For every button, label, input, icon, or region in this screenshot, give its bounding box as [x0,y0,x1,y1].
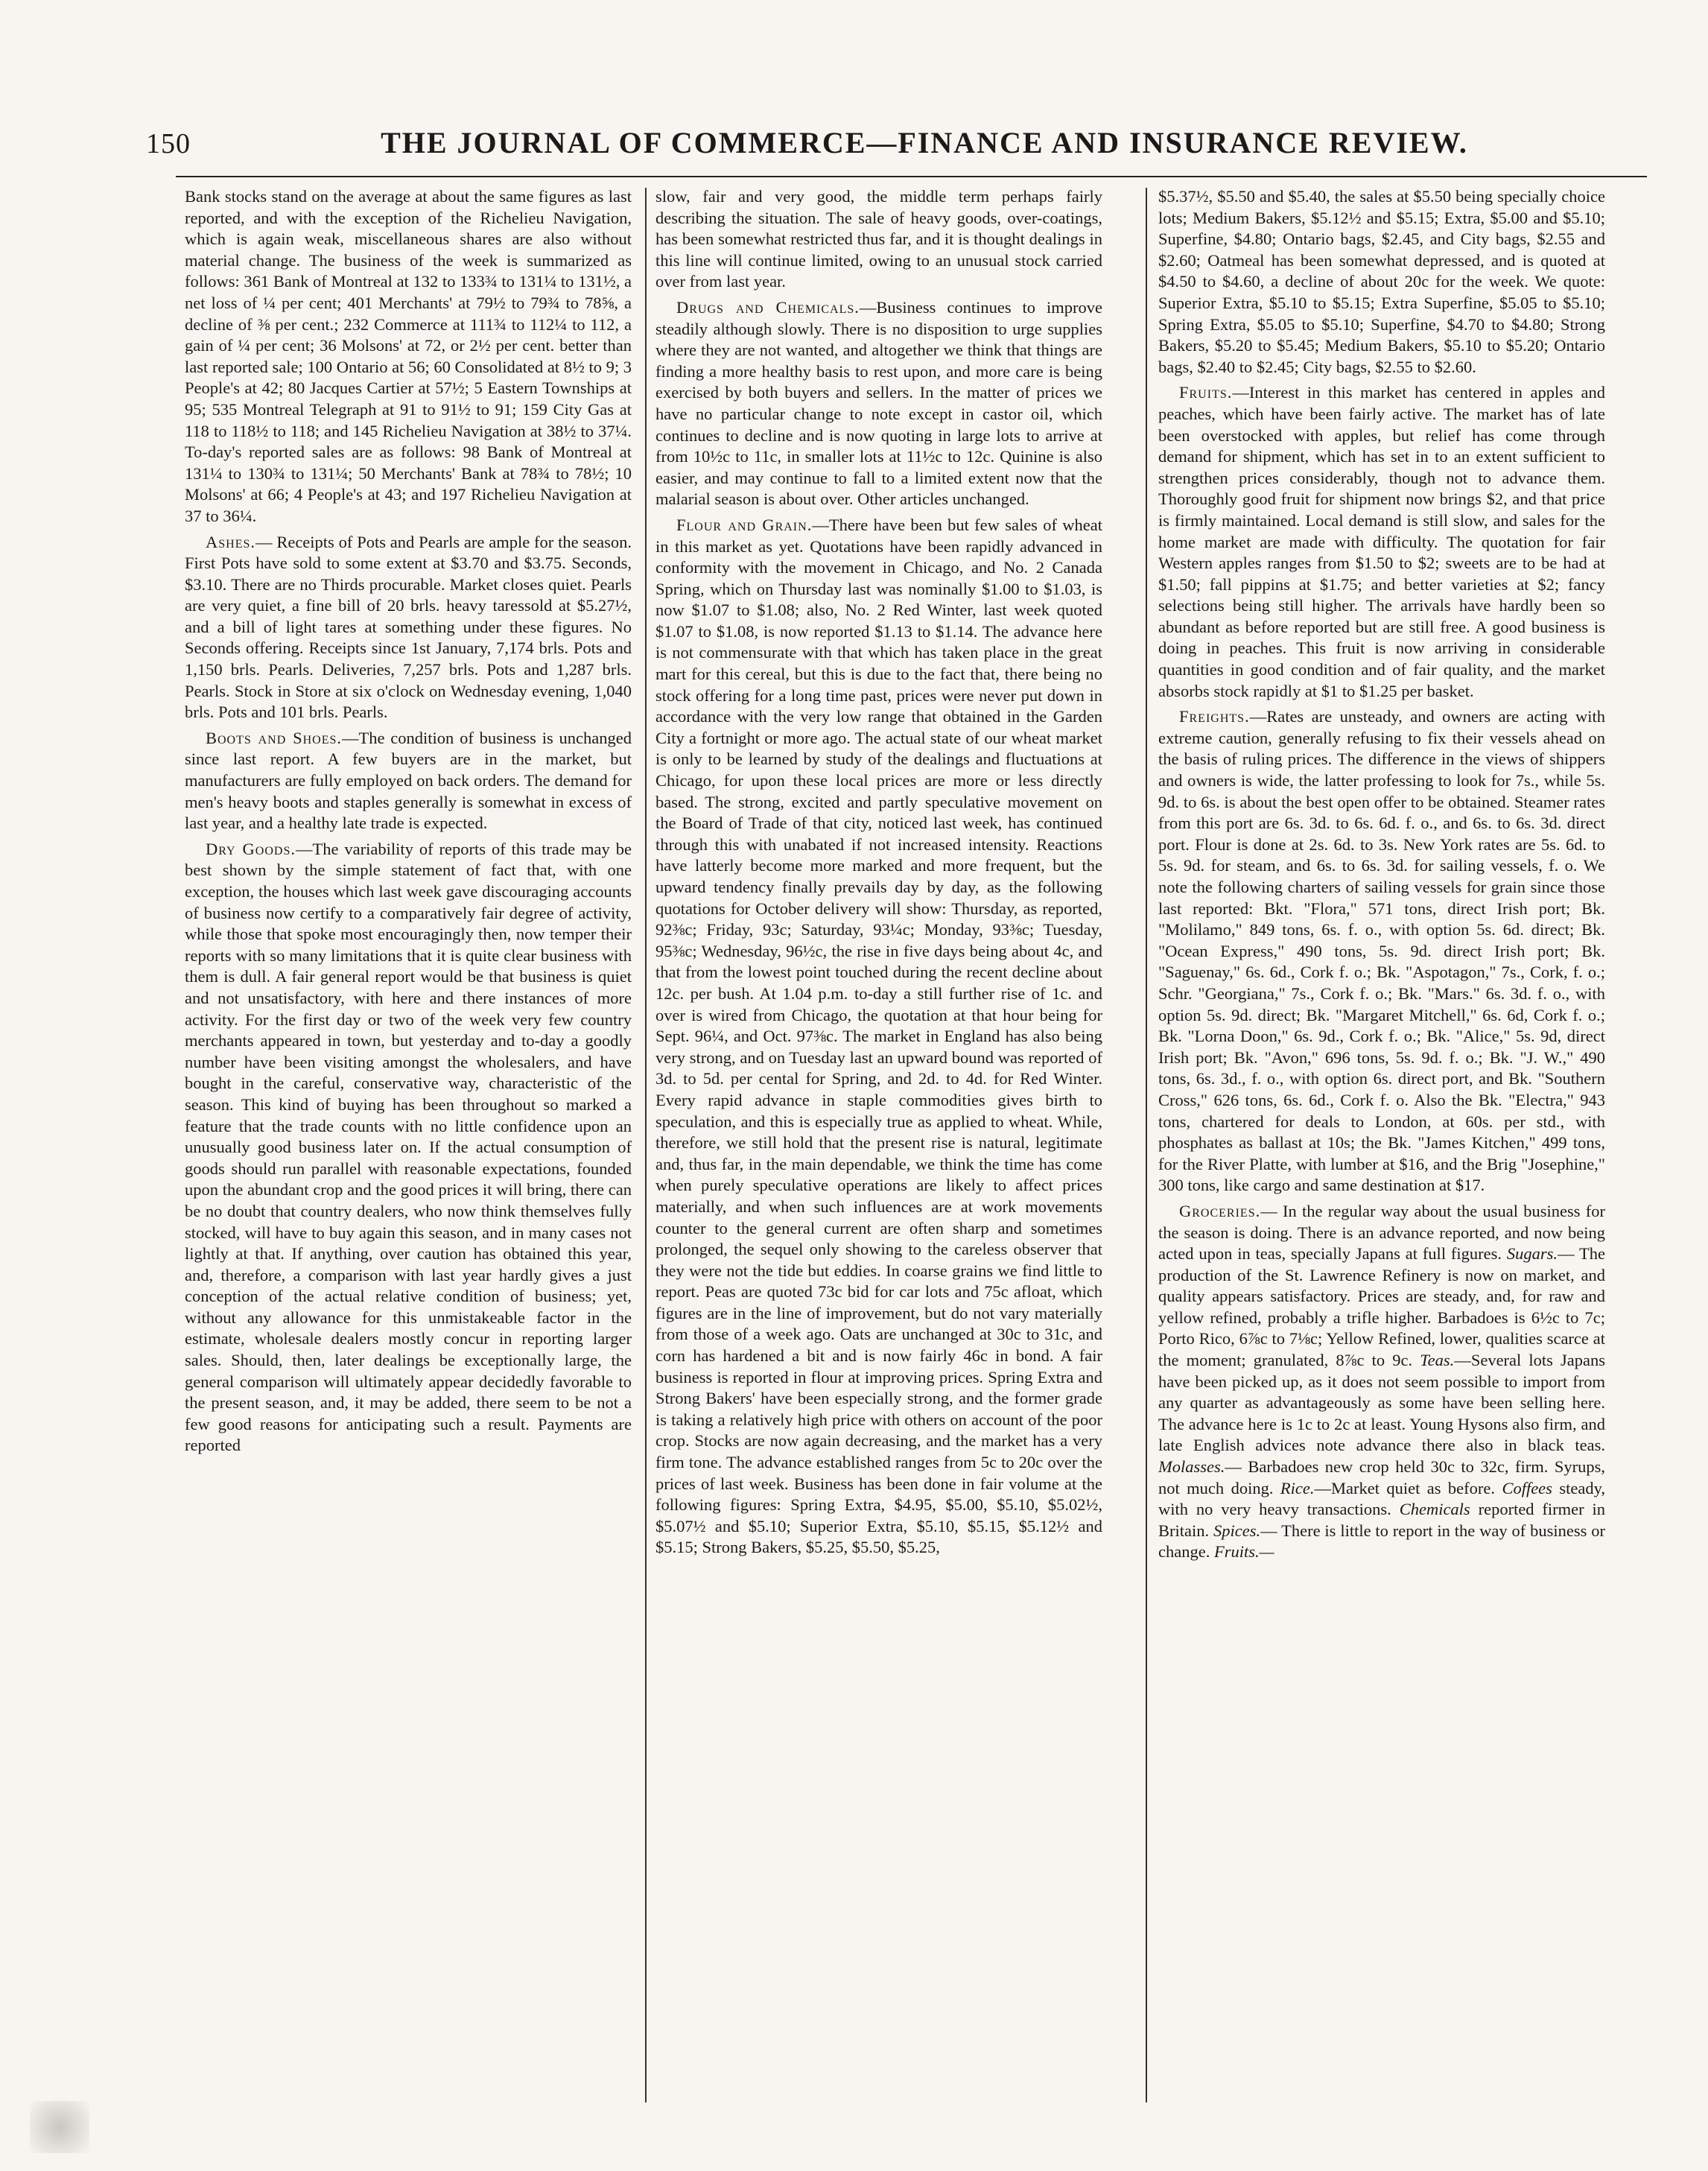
subheading: Coffees [1502,1478,1552,1497]
section-heading: Fruits. [1179,383,1233,402]
page-number: 150 [146,128,191,159]
teas-text: —Several lots Japans have been picked up, as it does not seem possible to import from any quarter as advantageously as some have been selling here. The advance here is 1c to 2c at least. Young Hysons also firm, and late English advices note advance there also in black teas. [1158,1351,1605,1455]
boots-text: —The condition of business is unchanged since last report. A few buyers are in the market, but manufacturers are fully employed on back orders. The demand for men's heavy boots and staples generally is somewhat in excess of last year, and a healthy late trade is expected. [185,728,632,833]
section-heading: Boots and Shoes. [206,728,342,747]
freights-text: —Rates are unsteady, and owners are acting with extreme caution, generally refusing to fix their vessels ahead on the basis of ruling prices. The difference in the views of shippers and owners is wide, the latter professing to look for 7s., while 5s. 9d. to 6s. is about the best open offer to be obtained. Steamer rates from this port are 6s. 3d. to 6s. 6d. f. o., and 6s. to 6s. 3d. direct port. Flour is done at 2s. 6d. to 3s. New York rates are 5s. 6d. to 5s. 9d. for steam, and 6s. to 6s. 3d. for sailing vessels, f. o. We note the following charters of sailing vessels for grain since those last reported: Bkt. "Flora," 571 tons, direct Irish port; Bk. "Molilamo," 849 tons, 6s. f. o., with option 5s. 6d. direct; Bk. "Ocean Express," 490 tons, 5s. 9d. direct Irish port; Bk. "Saguenay," 6s. 6d., Cork f. o.; Bk. "Aspotagon," 7s., Cork, f. o.; Schr. "Georgiana," 7s., Cork f. o.; Bk. "Mars." 6s. 3d. f. o., with option 5s. 9d. direct; Bk. "Margaret Mitchell," 6s. 6d, Cork f. o.; Bk. "Lorna Doon," 6s. 9d., Cork f. o.; Bk. "Alice," 5s. 9d, direct Irish port; Bk. "Avon," 696 tons, 5s. 9d. f. o.; Bk. "J. W.," 490 tons, 6s. 3d., f. o., with option 6s. direct port, and Bk. "Southern Cross," 626 tons, 6s. 6d., Cork f. o. Also the Bk. "Electra," 943 tons, chartered for deals to London, at 60s. per std., with phosphates as ballast at 10s; the Bk. "James Kitchen," 499 tons, for the River Platte, with lumber at $16, and the Brig "Josephine," 300 tons, like cargo and same destination at $17. [1158,707,1605,1195]
bank-stocks-paragraph: Bank stocks stand on the average at about the same figures as last reported, and with the exception of the Richelieu Navigation, which is again weak, miscellaneous shares are also without material change. The business of the week is summarized as follows: 361 Bank of Montreal at 132 to 133¾ to 131¼ to 131½, a net loss of ¼ per cent; 401 Merchants' at 79½ to 79¾ to 78⅝, a decline of ⅜ per cent.; 232 Commerce at 111¾ to 112¼ to 112, a gain of ¼ per cent; 36 Molsons' at 72, or 2½ per cent. better than last reported sale; 100 Ontario at 56; 60 Consolidated at 8½ to 9; 3 People's at 42; 80 Jacques Cartier at 57½; 5 Eastern Townships at 95; 535 Montreal Telegraph at 91 to 91½ to 91; 159 City Gas at 118 to 118½ to 118; and 145 Richelieu Navigation at 38½ to 37¼. To-day's reported sales are as follows: 98 Bank of Montreal at 131¼ to 130¾ to 131¼; 50 Merchants' Bank at 78¾ to 78½; 10 Molsons' at 66; 4 People's at 43; and 197 Richelieu Navigation at 37 to 36¼. [185,187,632,525]
ink-smudge [30,2101,89,2153]
column-3 [1158,186,1605,2123]
column-divider [645,188,647,2102]
section-heading: Drugs and Chemicals. [676,297,860,317]
groceries-paragraph [1158,1201,1605,1563]
ashes-paragraph [185,532,632,723]
subheading: Chemicals [1399,1500,1470,1519]
ashes-text: — Receipts of Pots and Pearls are ample for the season. First Pots have sold to some extent at $3.70 and $3.75. Seconds, $3.10. There are no Thirds procurable. Market closes quiet. Pearls are very quiet, a fine bill of 20 brls. heavy taressold at $5.27½, and a bill of light tares at something under these figures. No Seconds offering. Receipts since 1st January, 7,174 brls. Pots and 1,150 brls. Pearls. Deliveries, 7,257 brls. Pots and 1,287 brls. Pearls. Stock in Store at six o'clock on Wednesday evening, 1,040 brls. Pots and 101 brls. Pearls. [185,532,632,722]
subheading: Fruits.— [1213,1542,1274,1562]
subheading: Sugars. [1506,1244,1558,1264]
coffees-text: steady, with no very heavy transactions. [1158,1478,1605,1519]
flour-grain-paragraph [655,515,1102,1559]
section-heading: Flour and Grain. [676,515,813,534]
column-1 [185,186,632,2123]
flour-continued: $5.37½, $5.50 and $5.40, the sales at $5.50 being specially choice lots; Medium Bakers, $5.12½ and $5.15; Extra, $5.00 and $5.10; Superfine, $4.80; Ontario bags, $2.45, and City bags, $2.55 and $2.60; Oatmeal has been somewhat depressed, and is quoted at $4.50 to $4.60, a decline of about 20c for the week. We quote: Superior Extra, $5.10 to $5.15; Extra Superfine, $5.05 to $5.10; Spring Extra, $5.05 to $5.10; Superfine, $4.70 to $4.80; Strong Bakers, $5.20 to $5.45; Medium Bakers, $5.10 to $5.20; Ontario bags, $2.40 to $2.45; City bags, $2.55 to $2.60. [1158,187,1605,376]
subheading: Rice. [1280,1478,1315,1497]
freights-paragraph [1158,706,1605,1197]
drugs-paragraph [655,297,1102,510]
boots-paragraph [185,728,632,834]
fruits-paragraph [1158,382,1605,702]
fruits-text: —Interest in this market has centered in apples and peaches, which have been fairly active. The market has of late been overstocked with apples, but relief has come through demand for shipment, which has set in to an extent sufficient to strengthen prices considerably, though not to advance them. Thoroughly good fruit for shipment now brings $2, and that price is firmly maintained. Local demand is still slow, and sales for the home market are made with difficulty. The quotation for fair Western apples ranges from $1.50 to $2; sweets are to be had at $1.50; fall pippins at $1.75; and better varieties at $2; fancy selections being still higher. The arrivals have hardly been so abundant as before reported but are still free. A good business is doing in peaches. This fruit is now arriving in considerable quantities in good condition and of fair quality, and the market absorbs stock rapidly at $1 to $1.25 per basket. [1158,383,1605,700]
column-2 [655,186,1102,2123]
sugars-text: — The production of the St. Lawrence Refinery is now on market, and quality appears satisfactory. Prices are steady, and, for raw and yellow refined, probably a trifle higher. Barbadoes is 6½c to 7c; Porto Rico, 6⅞c to 7⅛c; Yellow Refined, lower, qualities scarce at the moment; granulated, 8⅞c to 9c. [1158,1244,1605,1370]
rice-text: —Market quiet as before. [1314,1478,1496,1497]
molasses-text: — Barbadoes new crop held 30c to 32c, firm. Syrups, not much doing. [1158,1457,1605,1497]
subheading: Molasses. [1158,1457,1225,1477]
header-rule [176,176,1647,177]
section-heading: Groceries. [1179,1201,1261,1220]
chemicals-text: reported firmer in Britain. [1158,1500,1605,1540]
groceries-text: — In the regular way about the usual business for the season is doing. There is an advance reported, and now being acted upon in teas, specially Japans at full figures. [1158,1201,1605,1264]
dry-goods-paragraph [185,839,632,1457]
subheading: Spices. [1213,1521,1261,1540]
flour-grain-text: —There have been but few sales of wheat in this market as yet. Quotations have been rapidly advanced in conformity with the movement in Chicago, and No. 2 Canada Spring, which on Thursday last was nominally $1.00 to $1.03, is now $1.07 to $1.08; also, No. 2 Red Winter, last week quoted $1.07 to $1.08, is now reported $1.13 to $1.14. The advance here is not commensurate with that which has taken place in the great mart for this cereal, but this is due to the fact that, there being no stock offering for a long time past, prices were never put down in accordance with the very low range that obtained in the Garden City a fortnight or more ago. The actual state of our wheat market is only to be learned by study of the dealings and fluctuations at Chicago, for upon these local prices are more or less directly based. The strong, excited and partly speculative movement on the Board of Trade of that city, noticed last week, has continued through this with unabated if not increased intensity. Reactions have latterly become more marked and more frequent, but the upward tendency finally prevails day by day, as the following quotations for October delivery will show: Thursday, as reported, 92⅜c; Friday, 93c; Saturday, 93¼c; Monday, 93⅜c; Tuesday, 95⅜c; Wednesday, 96½c, the rise in five days being about 4c, and that from the lowest point touched during the recent decline about 12c. per bush. At 1.04 p.m. to-day a still further rise of 1c. and over is wired from Chicago, the quotation at that hour being for Sept. 96¼, and Oct. 97⅜c. The market in England has also being very strong, and on Tuesday last an upward bound was reported of 3d. to 5d. per cental for Spring, and 2d. to 4d. for Red Winter. Every rapid advance in staple commodities gives birth to speculation, and this is especially true as applied to wheat. While, therefore, we still hold that the present rise is natural, legitimate and, thus far, in the main dependable, we think the time has come when purely speculative operations are likely to affect prices materially, and when such influences are at work movements counter to the general current are often sharp and sometimes prolonged, the sequel only showing to the careless observer that they were not the tide but eddies. In coarse grains we find little to report. Peas are quoted 73c bid for car lots and 75c afloat, which figures are in the line of improvement, but do not vary materially from those of a week ago. Oats are unchanged at 30c to 31c, and corn has hardened a bit and is now fairly 46c in bond. A fair business is reported in flour at improving prices. Spring Extra and Strong Bakers' have been especially strong, and the former grade is taking a relatively high price with others on account of the poor crop. Stocks are now again decreasing, and the market has a very firm tone. The advance established ranges from 5c to 20c over the prices of last week. Business has been done in fair volume at the following figures: Spring Extra, $4.95, $5.00, $5.10, $5.02½, $5.07½ and $5.10; Superior Extra, $5.10, $5.15, $5.12½ and $5.15; Strong Bakers, $5.25, $5.50, $5.25, [655,515,1102,1557]
dry-goods-text: —The variability of reports of this trade may be best shown by the simple statement of fact that, with one exception, the houses which last week gave discouraging accounts of business now certify to a comparatively fair degree of activity, while those that spoke most encouragingly then, now temper their reports with so many limitations that it is quite clear business with them is dull. A fair general report would be that business is quiet and not unsatisfactory, with here and there instances of more activity. For the first day or two of the week very few country merchants appeared in town, but yesterday and to-day a goodly number have been visiting amongst the wholesalers, and have bought in the careful, conservative way, characteristic of the season. This kind of buying has been throughout so marked a feature that the trade counts with no little confidence upon an unusually good business later on. If the actual consumption of goods should run parallel with reasonable expectations, founded upon the abundant crop and the good prices it will bring, there can be no doubt that country dealers, who now think themselves fully stocked, will have to buy again this season, and in many cases not lightly at that. If anything, over caution has obtained this year, and, therefore, a comparison with last year hardly gives a just conception of the actual relative condition of business; yet, without any allowance for this unmistakeable factor in the estimate, wholesale dealers mostly concur in reporting larger sales. Should, then, later dealings be exceptionally large, the general comparison will ultimately appear decidedly favorable to the present season, and, it may be added, there seem to be not a few good reasons for anticipating such a result. Payments are reported [185,839,632,1455]
column-divider [1146,188,1147,2102]
section-heading: Dry Goods. [206,839,296,858]
subheading: Teas. [1420,1351,1455,1370]
page-header [146,125,1621,170]
running-title: THE JOURNAL OF COMMERCE—FINANCE AND INSURANCE REVIEW. [381,126,1468,159]
dry-goods-continued: slow, fair and very good, the middle term perhaps fairly describing the situation. The sale of heavy goods, over-coatings, has been somewhat restricted thus far, and it is thought dealings in this line will continue limited, owing to an unusual stock carried over from last year. [655,187,1102,291]
section-heading: Ashes. [206,532,255,551]
section-heading: Freights. [1179,707,1250,726]
spices-text: — There is little to report in the way of business or change. [1158,1521,1605,1562]
drugs-text: —Business continues to improve steadily although slowly. There is no disposition to urge supplies where they are not wanted, and altogether we think that things are finding a more healthy basis to rest upon, and more care is being exercised by both buyers and sellers. In the matter of prices we have no particular change to note except in castor oil, which continues to decline and is now quoting in large lots to arrive at from 10½c to 11c, in smaller lots at 11½c to 12c. Quinine is also easier, and may continue to fall to a limited extent now that the malarial season is about over. Other articles unchanged. [655,297,1102,509]
